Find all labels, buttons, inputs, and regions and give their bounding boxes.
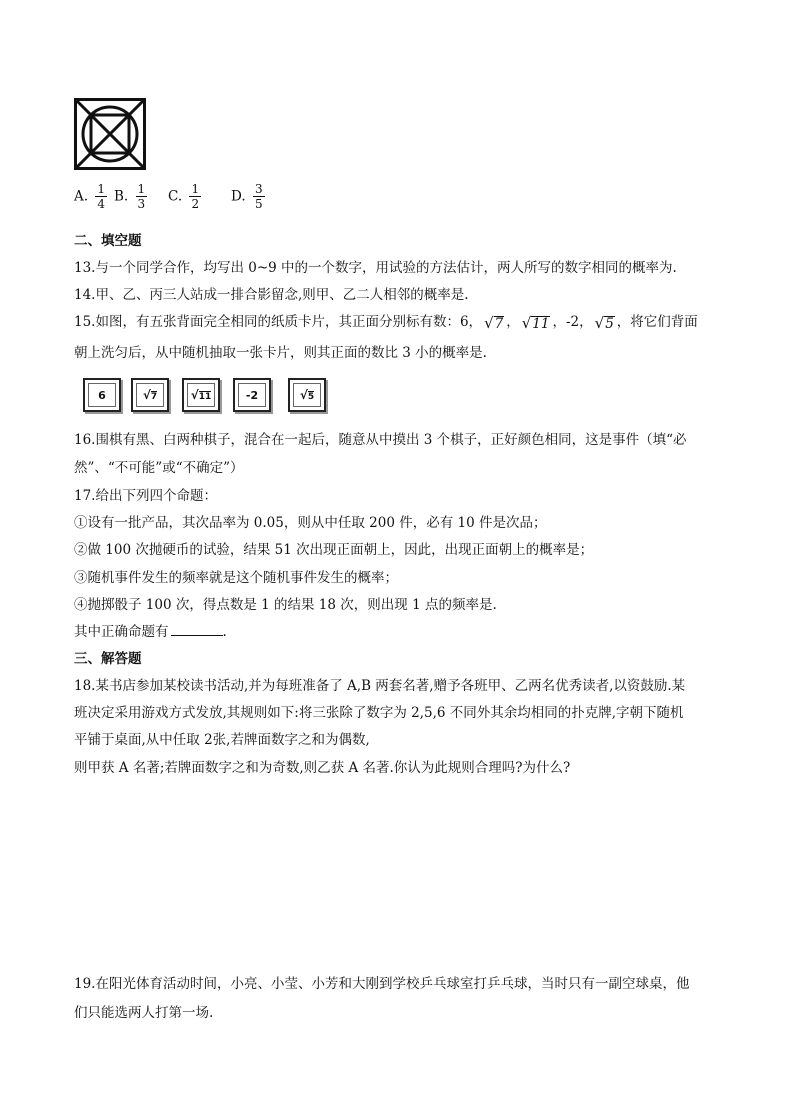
option-b-den: 3: [137, 197, 146, 211]
option-c-den: 2: [191, 197, 200, 211]
question-19-line2: 们只能选两人打第一场.: [74, 1005, 214, 1021]
question-17-answer-prefix: 其中正确命题有: [74, 624, 169, 640]
question-17-proposition-2: ②做 100 次抛硬币的试验，结果 51 次出现正面朝上，因此，出现正面朝上的概率是；: [74, 542, 594, 558]
card-6: 6: [83, 378, 121, 412]
question-17-proposition-3: ③随机事件发生的频率就是这个随机事件发生的概率；: [74, 570, 398, 586]
question-15-sep-2: ，-2，: [552, 314, 593, 330]
option-d-num: 3: [254, 182, 263, 196]
question-17-answer: [74, 620, 227, 640]
question-17-intro: 17.给出下列四个命题：: [74, 488, 217, 504]
question-18-line1: 18.某书店参加某校读书活动,并为每班准备了 A,B 两套名著,赠予各班甲、乙两名优秀读者,以资鼓励.某: [74, 678, 686, 694]
option-c-label: C.: [168, 188, 183, 205]
question-15-text-b: ，将它们背面: [616, 314, 698, 330]
question-19-line1: 19.在阳光体育活动时间，小亮、小莹、小芳和大刚到学校乒乓球室打乒乓球，当时只有一副空球桌，他: [74, 976, 690, 992]
option-d: [231, 182, 268, 211]
question-17-answer-suffix: .: [222, 624, 227, 640]
option-a-label: A.: [74, 188, 89, 205]
answer-blank: [171, 623, 223, 636]
option-d-fraction: [253, 182, 265, 211]
option-b-label: B.: [114, 188, 129, 205]
card-minus-2: -2: [233, 378, 271, 412]
question-15-sep-1: ，: [506, 314, 520, 330]
section-title-answer: 三、解答题: [74, 651, 142, 667]
option-b-num: 1: [137, 182, 146, 196]
question-13: 13.与一个同学合作，均写出 0~9 中的一个数字，用试验的方法估计，两人所写的数字相同的概率为.: [74, 260, 677, 276]
option-a-fraction: [95, 182, 107, 211]
card-sqrt-7: √ 7: [131, 378, 169, 412]
option-c-num: 1: [191, 182, 200, 196]
sqrt-7: √ 7: [484, 313, 504, 332]
question-17-proposition-1: ①设有一批产品，其次品率为 0.05，则从中任取 200 件，必有 10 件是次品；: [74, 515, 547, 531]
question-15-line2: 朝上洗匀后，从中随机抽取一张卡片，则其正面的数比 3 小的概率是.: [74, 345, 487, 361]
option-d-label: D.: [231, 188, 246, 205]
question-15-line1: [74, 310, 698, 332]
option-d-den: 5: [254, 197, 263, 211]
square-circle-cross-figure: [74, 98, 146, 170]
option-a: [74, 182, 110, 211]
option-a-num: 1: [97, 182, 105, 196]
question-18-line2: 班决定采用游戏方式发放,其规则如下:将三张除了数字为 2,5,6 不同外其余均相同的扑克牌,字朝下随机: [74, 705, 684, 721]
question-14: 14.甲、乙、丙三人站成一排合影留念,则甲、乙二人相邻的概率是.: [74, 287, 469, 303]
question-16-line2: 然”、“不可能”或“不确定”）: [74, 460, 244, 476]
question-15-text-a: 15.如图，有五张背面完全相同的纸质卡片，其正面分别标有数：6，: [74, 314, 483, 330]
question-18-line3: 平铺于桌面,从中任取 2张,若牌面数字之和为偶数,: [74, 732, 370, 748]
option-c: [168, 182, 204, 211]
option-c-fraction: [189, 182, 201, 211]
question-16-line1: 16.围棋有黑、白两种棋子，混合在一起后，随意从中摸出 3 个棋子，正好颜色相同，这是事件（填“必: [74, 432, 687, 448]
sqrt-11: √ 11: [521, 313, 550, 332]
question-18-line4: 则甲获 A 名著;若牌面数字之和为奇数,则乙获 A 名著.你认为此规则合理吗?为什么?: [74, 760, 571, 776]
section-title-fill-blank: 二、填空题: [74, 233, 142, 249]
question-17-proposition-4: ④抛掷骰子 100 次，得点数是 1 的结果 18 次，则出现 1 点的频率是.: [74, 597, 497, 613]
card-sqrt-11: √ 11: [182, 378, 220, 412]
option-b: [114, 182, 150, 211]
sqrt-5: √ 5: [594, 313, 614, 332]
option-b-fraction: [136, 182, 148, 211]
option-a-den: 4: [97, 197, 105, 211]
card-sqrt-5: √ 5: [288, 378, 326, 412]
